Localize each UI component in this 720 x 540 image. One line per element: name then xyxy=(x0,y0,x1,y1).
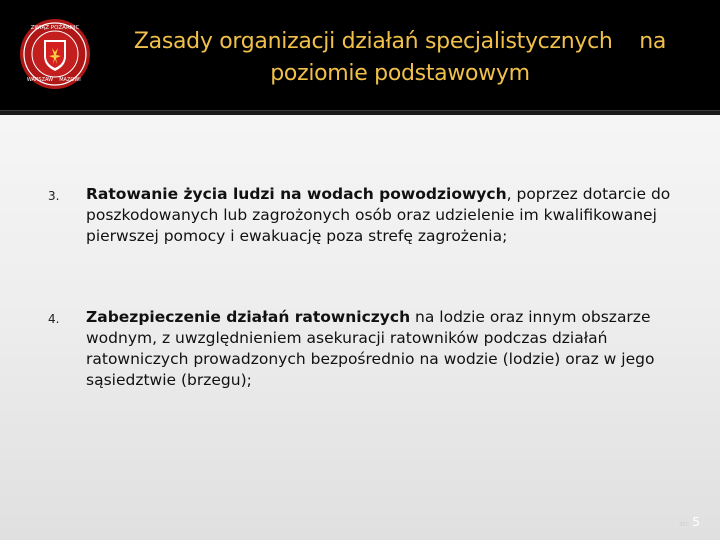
list-item-lead: Ratowanie życia ludzi na wodach powodziowych xyxy=(86,185,507,203)
page-number xyxy=(679,515,700,529)
list-item-rest: na lodzie oraz innym obszarze wodnym, z uwzględnieniem asekuracji ratowników podczas działań ratowniczych prowadzonych bezpośrednio na wodzie (lodzie) oraz w jego sąsiedztwie (brzegu); xyxy=(86,308,655,389)
logo-text-bottom-right: MAZOWI xyxy=(59,77,81,83)
title-line-2: poziomie podstawowym xyxy=(270,61,530,86)
slide-header xyxy=(0,0,720,112)
list-item-text xyxy=(86,184,686,247)
list-item-number: 4. xyxy=(48,312,60,326)
logo-text-top: ZWIĄZ POŻARNIC xyxy=(30,25,80,31)
slide-title xyxy=(100,26,700,90)
page-number-value: 5 xyxy=(692,515,700,529)
list-item-lead: Zabezpieczenie działań ratowniczych xyxy=(86,308,411,326)
title-line-1: Zasady organizacji działań specjalistycznych na xyxy=(133,29,667,54)
list-item-text xyxy=(86,307,686,391)
fire-brigade-emblem-icon xyxy=(19,18,91,90)
list-item-number: 3. xyxy=(48,189,60,203)
page-number-prefix: str. xyxy=(679,520,691,528)
logo-text-bottom-left: WARSZAW xyxy=(26,77,54,83)
header-divider xyxy=(0,110,720,115)
list-item-rest: , poprzez dotarcie do poszkodowanych lub zagrożonych osób oraz udzielenie im kwalifikowanej pierwszej pomocy i ewakuację poza strefę zagrożenia; xyxy=(86,185,671,245)
